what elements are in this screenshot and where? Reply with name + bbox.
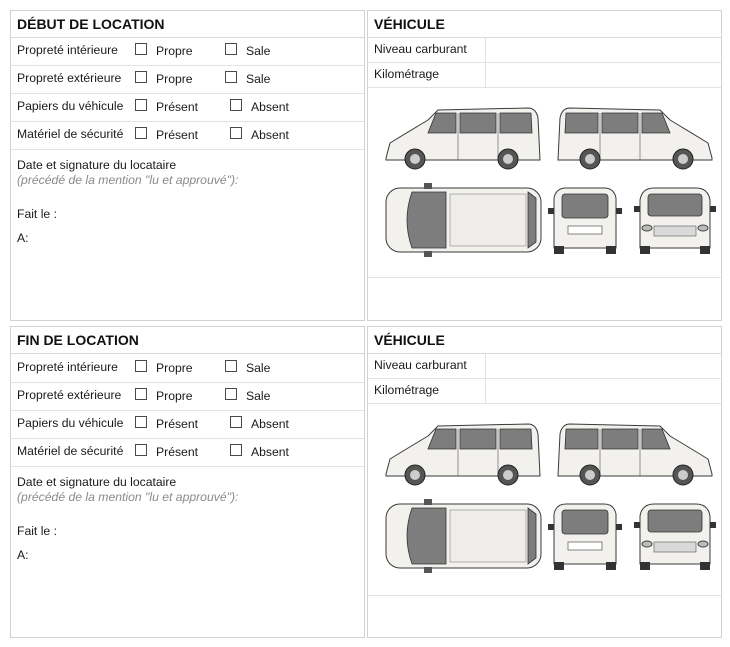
vehicule-panel	[367, 326, 722, 638]
checklist-row-exterior	[11, 66, 364, 94]
checklist-row-interior	[11, 38, 364, 66]
van-top-icon	[386, 183, 541, 257]
checklist-row-safety	[11, 439, 364, 467]
van-side-left-icon	[386, 424, 540, 485]
van-rear-icon	[548, 188, 622, 254]
van-top-icon	[386, 499, 541, 573]
propre-checkbox[interactable]	[135, 43, 147, 55]
option-label: Sale	[246, 361, 271, 375]
row-label: Propreté intérieure	[17, 43, 118, 57]
option-label: Absent	[251, 445, 289, 459]
signature-label: Date et signature du locataire	[17, 475, 177, 489]
section-title: DÉBUT DE LOCATION	[11, 11, 364, 38]
vehicule-panel	[367, 10, 722, 321]
km-row	[368, 63, 721, 88]
divider	[485, 38, 486, 62]
option-label: Sale	[246, 44, 271, 58]
propre-checkbox[interactable]	[135, 71, 147, 83]
option-label: Absent	[251, 128, 289, 142]
fuel-label: Niveau carburant	[374, 42, 467, 56]
checklist-row-exterior	[11, 383, 364, 411]
van-front-icon	[634, 188, 716, 254]
van-side-left-icon	[386, 108, 540, 169]
checklist-row-interior	[11, 355, 364, 383]
km-label: Kilométrage	[374, 67, 440, 81]
row-label: Papiers du véhicule	[17, 99, 124, 113]
fuel-row	[368, 354, 721, 379]
a-label: A:	[17, 231, 29, 245]
van-front-icon	[634, 504, 716, 570]
absent-checkbox[interactable]	[230, 99, 242, 111]
option-label: Propre	[156, 361, 193, 375]
present-checkbox[interactable]	[135, 127, 147, 139]
van-side-right-icon	[558, 108, 712, 169]
vehicle-title: VÉHICULE	[368, 11, 721, 38]
vehicle-title: VÉHICULE	[368, 327, 721, 354]
debut-location-panel	[10, 10, 365, 321]
present-checkbox[interactable]	[135, 416, 147, 428]
absent-checkbox[interactable]	[230, 127, 242, 139]
option-label: Sale	[246, 389, 271, 403]
signature-note: (précédé de la mention "lu et approuvé"):	[17, 490, 239, 504]
section-title: FIN DE LOCATION	[11, 327, 364, 354]
a-label: A:	[17, 548, 29, 562]
absent-checkbox[interactable]	[230, 444, 242, 456]
km-label: Kilométrage	[374, 383, 440, 397]
option-label: Absent	[251, 417, 289, 431]
checklist-row-papers	[11, 411, 364, 439]
sale-checkbox[interactable]	[225, 388, 237, 400]
absent-checkbox[interactable]	[230, 416, 242, 428]
signature-note: (précédé de la mention "lu et approuvé"):	[17, 173, 239, 187]
row-label: Propreté intérieure	[17, 360, 118, 374]
checklist-row-papers	[11, 94, 364, 122]
km-row	[368, 379, 721, 404]
divider	[485, 354, 486, 378]
row-label: Propreté extérieure	[17, 71, 122, 85]
row-label: Propreté extérieure	[17, 388, 122, 402]
fuel-row	[368, 38, 721, 63]
option-label: Présent	[156, 445, 199, 459]
option-label: Présent	[156, 100, 199, 114]
row-label: Matériel de sécurité	[17, 444, 124, 458]
sale-checkbox[interactable]	[225, 71, 237, 83]
divider	[485, 63, 486, 87]
option-label: Sale	[246, 72, 271, 86]
option-label: Propre	[156, 72, 193, 86]
present-checkbox[interactable]	[135, 444, 147, 456]
divider	[485, 379, 486, 403]
fait-le-label: Fait le :	[17, 524, 57, 538]
option-label: Propre	[156, 44, 193, 58]
van-rear-icon	[548, 504, 622, 570]
fuel-label: Niveau carburant	[374, 358, 467, 372]
van-diagram	[368, 88, 721, 278]
sale-checkbox[interactable]	[225, 43, 237, 55]
row-label: Papiers du véhicule	[17, 416, 124, 430]
option-label: Propre	[156, 389, 193, 403]
propre-checkbox[interactable]	[135, 360, 147, 372]
fin-location-panel	[10, 326, 365, 638]
fait-le-label: Fait le :	[17, 207, 57, 221]
present-checkbox[interactable]	[135, 99, 147, 111]
van-side-right-icon	[558, 424, 712, 485]
checklist-row-safety	[11, 122, 364, 150]
propre-checkbox[interactable]	[135, 388, 147, 400]
option-label: Présent	[156, 417, 199, 431]
row-label: Matériel de sécurité	[17, 127, 124, 141]
option-label: Présent	[156, 128, 199, 142]
van-diagram	[368, 404, 721, 596]
sale-checkbox[interactable]	[225, 360, 237, 372]
signature-label: Date et signature du locataire	[17, 158, 177, 172]
option-label: Absent	[251, 100, 289, 114]
